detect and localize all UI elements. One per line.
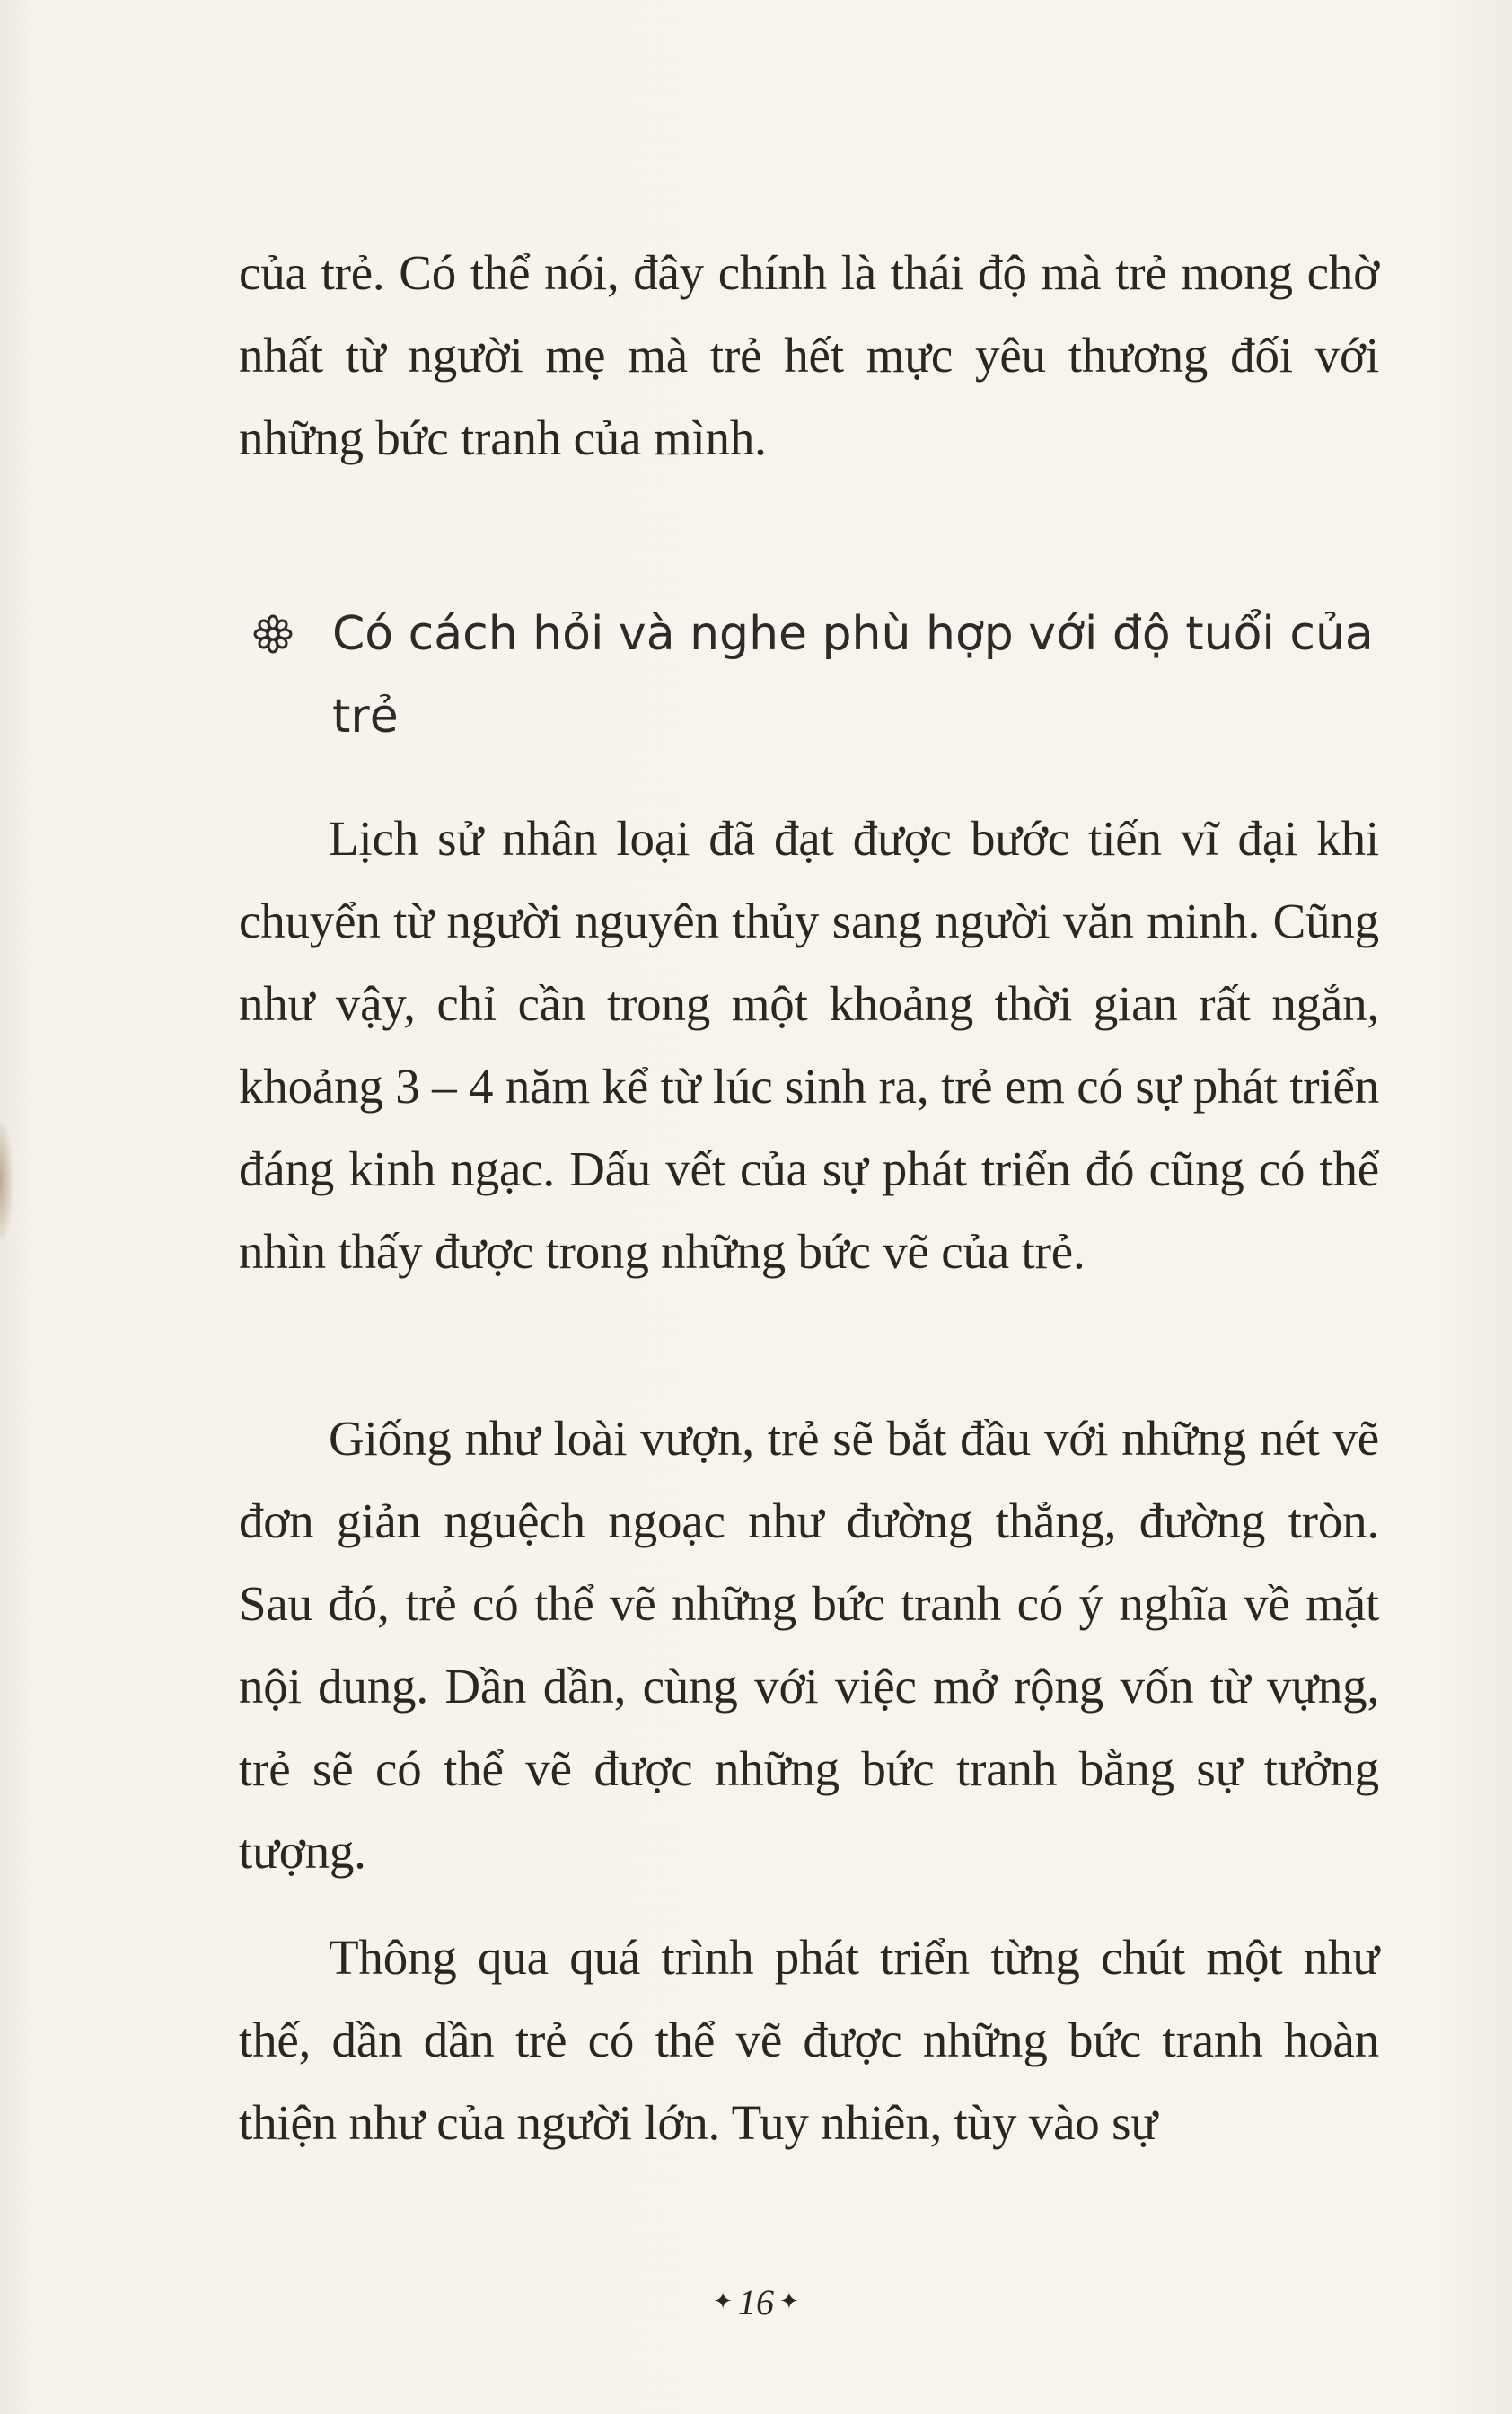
paragraph-text: Giống như loài vượn, trẻ sẽ bắt đầu với những nét vẽ đơn giản nguệch ngoạc như đường thẳng, đường tròn. Sau đó, trẻ có thể vẽ những bức tranh có ý nghĩa về mặt nội dung. Dần dần, cùng với việc mở rộng vốn từ vựng, trẻ sẽ có thể vẽ được những bức tranh bằng sự tưởng tượng. <box>239 1411 1379 1879</box>
paragraph-text: của trẻ. Có thể nói, đây chính là thái độ mà trẻ mong chờ nhất từ người mẹ mà trẻ hết mực yêu thương đối với những bức tranh của mình. <box>239 245 1379 465</box>
paragraph-continued <box>239 232 1379 480</box>
paragraph-ape <box>239 1397 1379 1893</box>
paragraph-development <box>239 1916 1379 2164</box>
paragraph-text: Thông qua quá trình phát triển từng chút một như thế, dần dần trẻ có thể vẽ được những bức tranh hoàn thiện như của người lớn. Tuy nhiên, tùy vào sự <box>239 1930 1379 2150</box>
paragraph-text: Lịch sử nhân loại đã đạt được bước tiến vĩ đại khi chuyển từ người nguyên thủy sang người văn minh. Cũng như vậy, chỉ cần trong một khoảng thời gian rất ngắn, khoảng 3 – 4 năm kể từ lúc sinh ra, trẻ em có sự phát triển đáng kinh ngạc. Dấu vết của sự phát triển đó cũng có thể nhìn thấy được trong những bức vẽ của trẻ. <box>239 811 1379 1279</box>
star-ornament-left: ✦ <box>713 2288 733 2314</box>
section-heading-text: Có cách hỏi và nghe phù hợp với độ tuổi của trẻ <box>332 607 1374 744</box>
section-heading <box>251 593 1383 758</box>
page-number-text: 16 <box>738 2282 774 2322</box>
page-number <box>0 2281 1512 2323</box>
flower-icon <box>251 612 294 656</box>
page-edge-shadow <box>0 1123 13 1239</box>
paragraph-history <box>239 797 1379 1293</box>
star-ornament-right: ✦ <box>779 2288 799 2314</box>
